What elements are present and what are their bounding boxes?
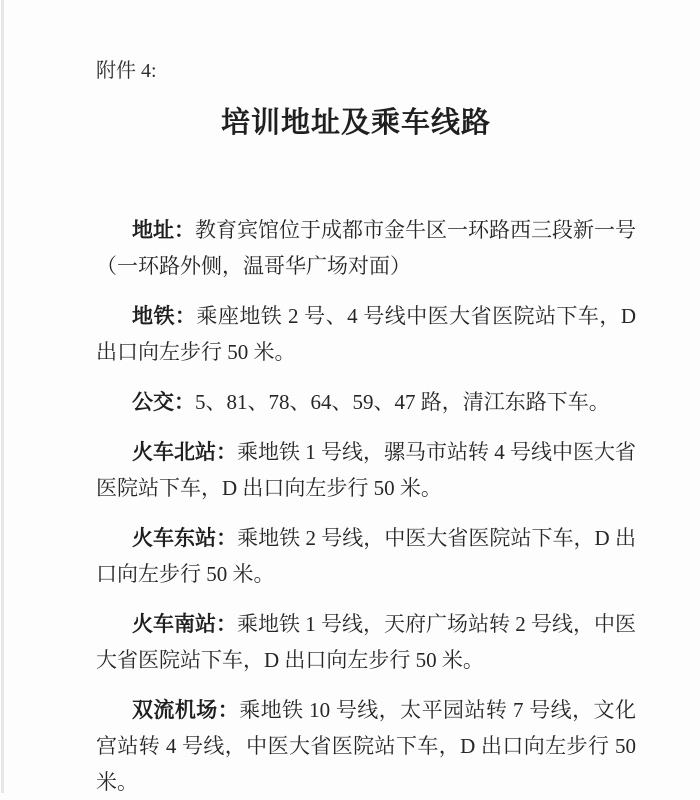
section-text-metro: 乘座地铁 2 号、4 号线中医大省医院站下车，D 出口向左步行 50 米。 [96, 304, 636, 364]
paragraph-address [96, 212, 636, 284]
section-text-shuangliu-airport: 乘地铁 10 号线，太平园站转 7 号线，文化宫站转 4 号线，中医大省医院站下车，D 出口向左步行 50 米。 [96, 698, 636, 794]
section-label-shuangliu-airport: 双流机场： [132, 698, 240, 722]
section-text-bus: 5、81、78、64、59、47 路，清江东路下车。 [195, 390, 610, 414]
section-label-south-railway-station: 火车南站： [132, 612, 237, 636]
attachment-label: 附件 4: [96, 60, 157, 82]
section-text-north-railway-station: 乘地铁 1 号线，骡马市站转 4 号线中医大省医院站下车，D 出口向左步行 50 米。 [96, 440, 636, 500]
section-text-address: 教育宾馆位于成都市金牛区一环路西三段新一号（一环路外侧，温哥华广场对面） [96, 218, 636, 278]
paragraph-north-railway-station [96, 434, 636, 506]
document-title: 培训地址及乘车线路 [220, 107, 491, 139]
section-label-north-railway-station: 火车北站： [132, 440, 237, 464]
section-text-south-railway-station: 乘地铁 1 号线，天府广场站转 2 号线，中医大省医院站下车，D 出口向左步行 50 米。 [96, 612, 636, 672]
section-text-east-railway-station: 乘地铁 2 号线，中医大省医院站下车，D 出口向左步行 50 米。 [96, 526, 636, 586]
scan-edge-artifact [1, 0, 4, 793]
section-label-bus: 公交： [132, 390, 195, 414]
section-label-east-railway-station: 火车东站： [132, 526, 238, 550]
section-label-address: 地址： [132, 218, 195, 242]
paragraph-south-railway-station [96, 606, 636, 678]
paragraph-shuangliu-airport [96, 692, 636, 800]
paragraph-metro [96, 298, 636, 370]
section-label-metro: 地铁： [132, 304, 197, 328]
paragraph-east-railway-station [96, 520, 636, 592]
paragraph-bus [96, 384, 636, 420]
